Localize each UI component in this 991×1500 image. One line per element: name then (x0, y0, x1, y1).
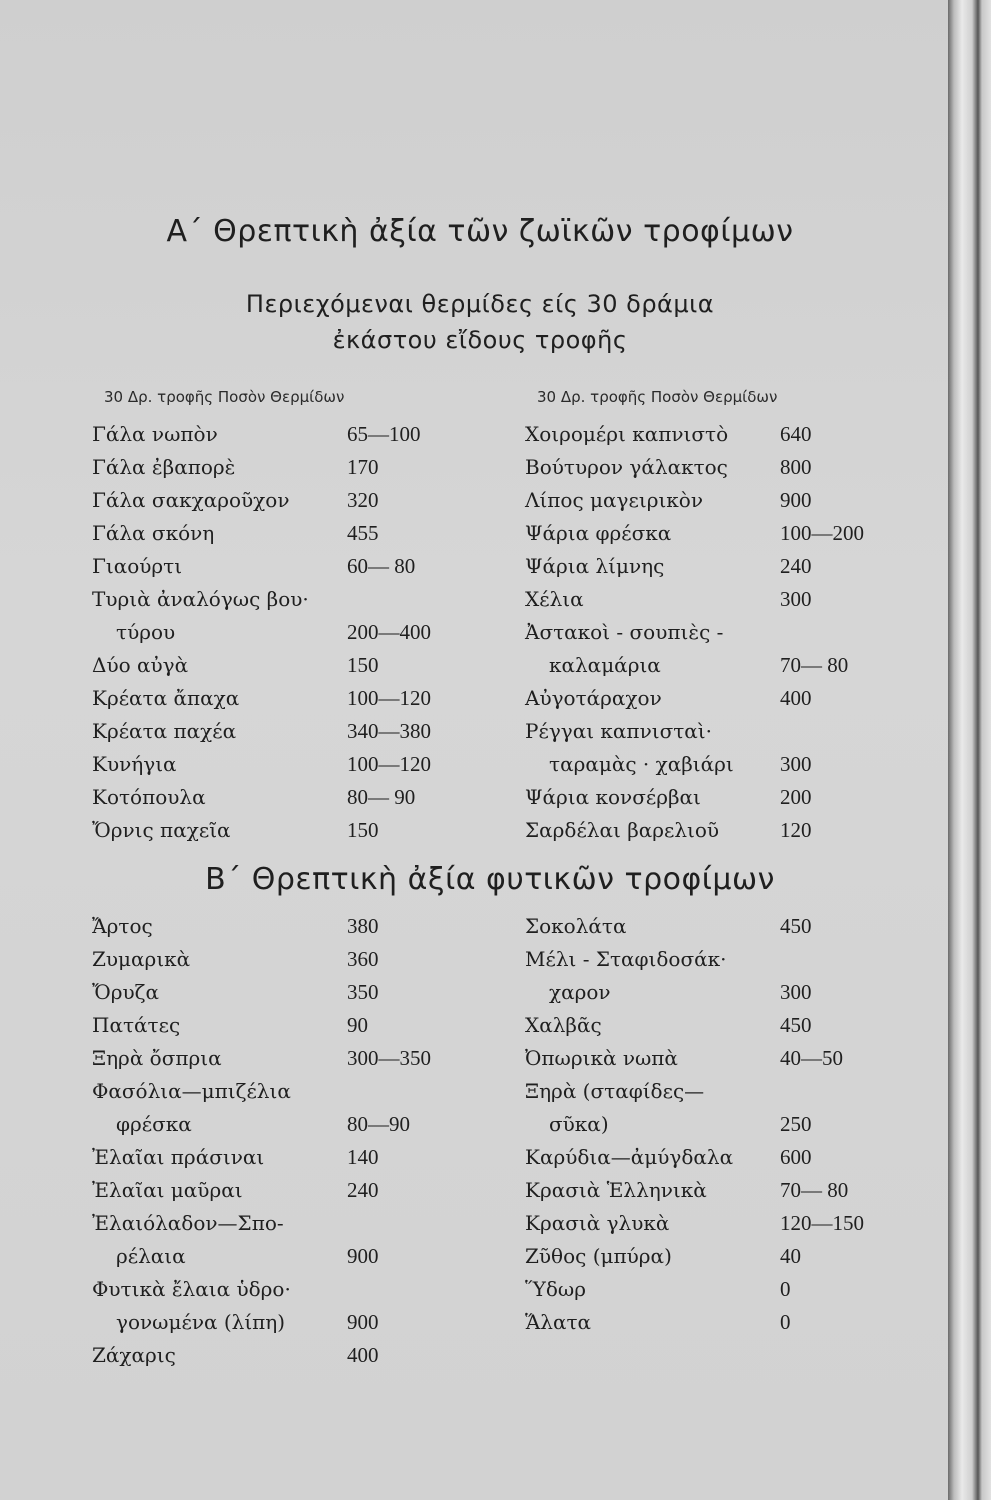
food-name: Ξηρὰ (σταφίδες— (525, 1079, 705, 1103)
food-name: Ὕδωρ (525, 1277, 586, 1301)
food-name: Γιαούρτι (92, 554, 183, 578)
calorie-value: 65—100 (347, 422, 421, 446)
food-name: Ὀπωρικὰ νωπὰ (525, 1046, 678, 1070)
food-name: Λίπος μαγειρικὸν (525, 488, 703, 512)
food-row (92, 649, 472, 682)
food-row (92, 1042, 472, 1075)
food-name: Ψάρια φρέσκα (525, 521, 672, 545)
food-row (525, 910, 905, 943)
food-name: Σοκολάτα (525, 914, 627, 938)
calorie-value: 100—200 (780, 521, 864, 545)
food-name: Πατάτες (92, 1013, 181, 1037)
food-row (92, 1273, 472, 1306)
food-row (92, 910, 472, 943)
food-name: Ψάρια λίμνης (525, 554, 665, 578)
calorie-value: 800 (780, 455, 812, 479)
calorie-value: 100—120 (347, 752, 431, 776)
food-row (525, 814, 905, 847)
food-row (92, 814, 472, 847)
food-name: Ἐλαιόλαδον—Σπο- (92, 1211, 284, 1235)
food-row (92, 715, 472, 748)
calorie-value: 360 (347, 947, 379, 971)
calorie-value: 170 (347, 455, 379, 479)
section-a-subtitle-line1: Περιεχόμεναι θερμίδες είς 30 δράμια (245, 290, 715, 318)
food-row (525, 649, 905, 682)
food-name: Χαλβᾶς (525, 1013, 602, 1037)
food-row (92, 1207, 472, 1240)
food-name: Φυτικὰ ἔλαια ὑδρο· (92, 1277, 291, 1301)
food-row (92, 1141, 472, 1174)
calorie-value: 150 (347, 653, 379, 677)
calorie-value: 455 (347, 521, 379, 545)
food-row (525, 781, 905, 814)
calorie-value: 400 (347, 1343, 379, 1367)
food-name: ρέλαια (116, 1244, 186, 1268)
calorie-value: 900 (347, 1310, 379, 1334)
food-name: Γάλα νωπὸν (92, 422, 218, 446)
calorie-value: 300 (780, 752, 812, 776)
calorie-value: 80— 90 (347, 785, 416, 809)
calorie-value: 450 (780, 914, 812, 938)
food-name: Γάλα σκόνη (92, 521, 215, 545)
calorie-value: 40 (780, 1244, 801, 1268)
calorie-value: 640 (780, 422, 812, 446)
food-name: Ἅλατα (525, 1310, 592, 1334)
calorie-value: 80—90 (347, 1112, 410, 1136)
calorie-value: 350 (347, 980, 379, 1004)
food-name: Ρέγγαι καπνισταὶ· (525, 719, 713, 743)
food-name: χαρον (549, 980, 611, 1004)
food-name: Κρασιὰ γλυκὰ (525, 1211, 670, 1235)
food-name: σῦκα) (549, 1112, 609, 1136)
food-name: γονωμένα (λίπη) (116, 1310, 286, 1334)
food-row (92, 1339, 472, 1372)
food-row (525, 484, 905, 517)
food-name: Ζυμαρικὰ (92, 947, 191, 971)
calorie-value: 400 (780, 686, 812, 710)
food-name: Καρύδια—ἀμύγδαλα (525, 1145, 734, 1169)
food-name: φρέσκα (116, 1112, 192, 1136)
calorie-value: 200—400 (347, 620, 431, 644)
food-name: Γάλα σακχαροῦχον (92, 488, 290, 512)
calorie-value: 70— 80 (780, 1178, 849, 1202)
food-row (525, 1108, 905, 1141)
food-name: Αὐγοτάραχον (525, 686, 662, 710)
food-row (525, 550, 905, 583)
food-row (525, 976, 905, 1009)
food-row (92, 550, 472, 583)
food-row (525, 1075, 905, 1108)
food-row (92, 451, 472, 484)
calorie-value: 60— 80 (347, 554, 416, 578)
food-row (525, 748, 905, 781)
food-row (525, 517, 905, 550)
food-row (92, 1108, 472, 1141)
food-row (525, 1141, 905, 1174)
food-row (92, 682, 472, 715)
food-row (92, 583, 472, 616)
calorie-value: 340—380 (347, 719, 431, 743)
food-row (92, 616, 472, 649)
calorie-value: 120—150 (780, 1211, 864, 1235)
food-row (92, 781, 472, 814)
column-header-left: 30 Δρ. τροφῆς Ποσὸν Θερμίδων (104, 388, 345, 406)
calorie-value: 450 (780, 1013, 812, 1037)
food-row (525, 1240, 905, 1273)
calorie-value: 240 (347, 1178, 379, 1202)
food-name: ταραμὰς · χαβιάρι (549, 752, 734, 776)
food-name: Ὄρυζα (92, 980, 160, 1004)
food-name: Ἐλαῖαι μαῦραι (92, 1178, 243, 1202)
food-row (525, 1009, 905, 1042)
plant-foods-right-column (525, 910, 905, 1339)
food-row (92, 976, 472, 1009)
food-row (92, 1009, 472, 1042)
food-name: Μέλι - Σταφιδοσάκ· (525, 947, 727, 971)
calorie-value: 300—350 (347, 1046, 431, 1070)
food-row (92, 418, 472, 451)
food-row (92, 484, 472, 517)
food-name: Κοτόπουλα (92, 785, 206, 809)
food-name: τύρου (116, 620, 176, 644)
food-row (525, 1306, 905, 1339)
food-row (525, 1042, 905, 1075)
food-row (525, 583, 905, 616)
plant-foods-left-column (92, 910, 472, 1372)
calorie-value: 380 (347, 914, 379, 938)
calorie-value: 200 (780, 785, 812, 809)
food-row (92, 748, 472, 781)
calorie-value: 100—120 (347, 686, 431, 710)
calorie-value: 300 (780, 980, 812, 1004)
food-row (525, 451, 905, 484)
calorie-value: 900 (780, 488, 812, 512)
food-name: Τυριὰ ἀναλόγως βου· (92, 587, 309, 611)
food-row (525, 1273, 905, 1306)
food-name: Κρέατα ἄπαχα (92, 686, 240, 710)
calorie-value: 0 (780, 1277, 791, 1301)
calorie-value: 90 (347, 1013, 368, 1037)
food-row (92, 1240, 472, 1273)
food-name: Σαρδέλαι βαρελιοῦ (525, 818, 720, 842)
food-name: Χέλια (525, 587, 584, 611)
food-name: Ἄρτος (92, 914, 153, 938)
column-header-right: 30 Δρ. τροφῆς Ποσὸν Θερμίδων (537, 388, 778, 406)
food-row (92, 943, 472, 976)
calorie-value: 250 (780, 1112, 812, 1136)
food-row (525, 943, 905, 976)
food-name: Ζάχαρις (92, 1343, 176, 1367)
calorie-value: 320 (347, 488, 379, 512)
calorie-value: 900 (347, 1244, 379, 1268)
animal-foods-right-column (525, 418, 905, 847)
food-row (525, 616, 905, 649)
food-row (525, 715, 905, 748)
food-name: Ξηρὰ ὄσπρια (92, 1046, 222, 1070)
food-name: Δύο αὐγὰ (92, 653, 189, 677)
calorie-value: 70— 80 (780, 653, 849, 677)
food-name: Χοιρομέρι καπνιστὸ (525, 422, 729, 446)
food-row (525, 1207, 905, 1240)
calorie-value: 40—50 (780, 1046, 843, 1070)
calorie-value: 600 (780, 1145, 812, 1169)
food-row (92, 1174, 472, 1207)
food-name: Φασόλια—μπιζέλια (92, 1079, 291, 1103)
food-row (92, 517, 472, 550)
food-name: Βούτυρον γάλακτος (525, 455, 728, 479)
calorie-value: 120 (780, 818, 812, 842)
food-name: Ὄρνις παχεῖα (92, 818, 231, 842)
food-row (92, 1075, 472, 1108)
food-row (92, 1306, 472, 1339)
calorie-value: 140 (347, 1145, 379, 1169)
food-name: Κρασιὰ Ἑλληνικὰ (525, 1178, 707, 1202)
food-name: Ψάρια κονσέρβαι (525, 785, 701, 809)
food-name: Κυνήγια (92, 752, 177, 776)
section-a-title: Α΄ Θρεπτικὴ ἀξία τῶν ζωϊκῶν τροφίμων (166, 214, 794, 249)
food-name: Ἀστακοὶ - σουπιὲς - (525, 620, 724, 644)
section-a-subtitle-line2: ἐκάστου εἴδους τροφῆς (332, 326, 628, 354)
calorie-value: 240 (780, 554, 812, 578)
calorie-value: 300 (780, 587, 812, 611)
food-name: Ζῦθος (μπύρα) (525, 1244, 672, 1268)
food-name: Κρέατα παχέα (92, 719, 237, 743)
food-name: Γάλα ἐβαπορὲ (92, 455, 236, 479)
calorie-value: 0 (780, 1310, 791, 1334)
food-row (525, 418, 905, 451)
food-row (525, 1174, 905, 1207)
calorie-value: 150 (347, 818, 379, 842)
food-name: Ἐλαῖαι πράσιναι (92, 1145, 265, 1169)
food-name: καλαμάρια (549, 653, 661, 677)
section-b-title: Β΄ Θρεπτικὴ ἀξία φυτικῶν τροφίμων (205, 862, 775, 897)
animal-foods-left-column (92, 418, 472, 847)
food-row (525, 682, 905, 715)
